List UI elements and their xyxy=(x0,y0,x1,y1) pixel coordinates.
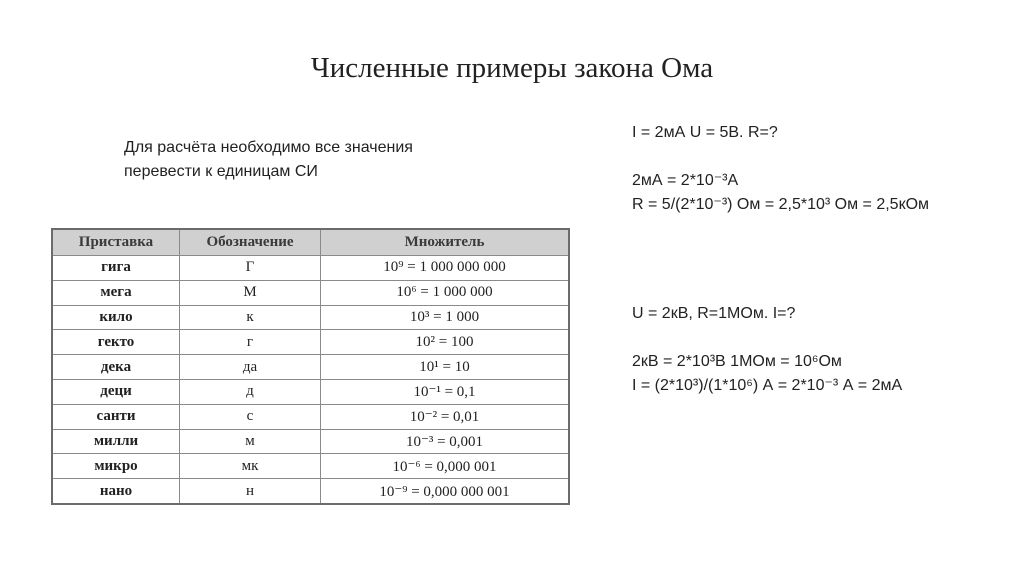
example-1-current-voltage xyxy=(632,121,1022,217)
prefix-cell: гекто xyxy=(52,330,180,355)
symbol-cell: н xyxy=(180,479,321,504)
prefix-cell: гига xyxy=(52,256,180,281)
table-row xyxy=(52,429,569,454)
multiplier-cell: 10⁶ = 1 000 000 xyxy=(321,280,570,305)
intro-line-1: Для расчёта необходимо все значения xyxy=(124,139,413,156)
multiplier-cell: 10⁹ = 1 000 000 000 xyxy=(321,256,570,281)
prefix-cell: микро xyxy=(52,454,180,479)
prefix-cell: мега xyxy=(52,280,180,305)
table-row xyxy=(52,305,569,330)
table-row xyxy=(52,404,569,429)
symbol-cell: м xyxy=(180,429,321,454)
header-multiplier: Множитель xyxy=(321,229,570,256)
multiplier-cell: 10² = 100 xyxy=(321,330,570,355)
slide-title: Численные примеры закона Ома xyxy=(310,52,714,84)
multiplier-cell: 10⁻³ = 0,001 xyxy=(321,429,570,454)
table-header-row xyxy=(52,229,569,256)
header-prefix: Приставка xyxy=(52,229,180,256)
example-2-step-1: 2кВ = 2*10³В 1МОм = 10⁶Ом xyxy=(632,353,842,370)
blank-line xyxy=(632,326,1022,350)
prefix-cell: милли xyxy=(52,429,180,454)
example-1-step-1: 2мА = 2*10⁻³А xyxy=(632,172,739,189)
example-1-given: I = 2мА U = 5В. R=? xyxy=(632,124,778,141)
example-2-step-2: I = (2*10³)/(1*10⁶) А = 2*10⁻³ А = 2мА xyxy=(632,377,903,394)
symbol-cell: г xyxy=(180,330,321,355)
symbol-cell: д xyxy=(180,379,321,404)
intro-line-2: перевести к единицам СИ xyxy=(124,163,318,180)
multiplier-cell: 10³ = 1 000 xyxy=(321,305,570,330)
symbol-cell: М xyxy=(180,280,321,305)
multiplier-cell: 10⁻¹ = 0,1 xyxy=(321,379,570,404)
multiplier-cell: 10¹ = 10 xyxy=(321,355,570,380)
prefix-cell: санти xyxy=(52,404,180,429)
example-2-given: U = 2кВ, R=1МОм. I=? xyxy=(632,305,796,322)
prefix-cell: нано xyxy=(52,479,180,504)
multiplier-cell: 10⁻⁹ = 0,000 000 001 xyxy=(321,479,570,504)
example-1-step-2: R = 5/(2*10⁻³) Ом = 2,5*10³ Ом = 2,5кОм xyxy=(632,196,930,213)
symbol-cell: да xyxy=(180,355,321,380)
symbol-cell: к xyxy=(180,305,321,330)
table-row xyxy=(52,256,569,281)
prefix-cell: деци xyxy=(52,379,180,404)
symbol-cell: мк xyxy=(180,454,321,479)
symbol-cell: Г xyxy=(180,256,321,281)
multiplier-cell: 10⁻² = 0,01 xyxy=(321,404,570,429)
table-row xyxy=(52,479,569,504)
table-row xyxy=(52,454,569,479)
intro-text xyxy=(124,136,524,184)
table-row xyxy=(52,280,569,305)
table-row xyxy=(52,355,569,380)
si-prefix-table xyxy=(51,228,570,505)
header-symbol: Обозначение xyxy=(180,229,321,256)
table-row xyxy=(52,379,569,404)
blank-line xyxy=(632,145,1022,169)
symbol-cell: с xyxy=(180,404,321,429)
example-2-voltage-resistance xyxy=(632,302,1022,398)
multiplier-cell: 10⁻⁶ = 0,000 001 xyxy=(321,454,570,479)
table-row xyxy=(52,330,569,355)
prefix-cell: кило xyxy=(52,305,180,330)
prefix-cell: дека xyxy=(52,355,180,380)
